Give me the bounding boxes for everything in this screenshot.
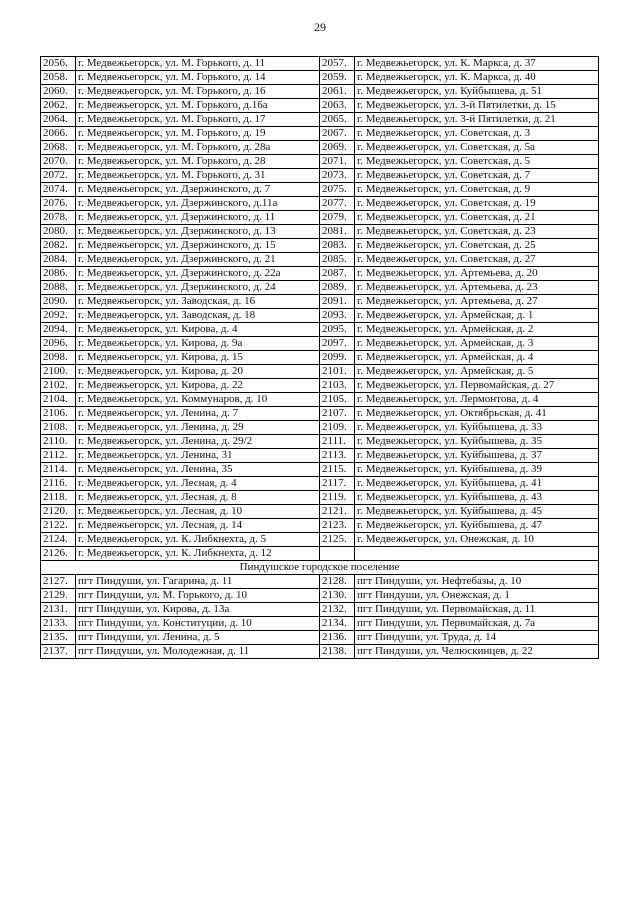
address-right: г. Медвежьегорск, ул. Онежская, д. 10 [355, 533, 599, 547]
table-row [41, 407, 599, 421]
table-row [41, 491, 599, 505]
row-number-left: 2070. [41, 155, 76, 169]
row-number-left: 2072. [41, 169, 76, 183]
row-number-left: 2058. [41, 71, 76, 85]
address-left: г. Медвежьегорск, ул. Ленина, д. 29/2 [76, 435, 320, 449]
row-number-right: 2079. [320, 211, 355, 225]
address-right: г. Медвежьегорск, ул. Советская, д. 5а [355, 141, 599, 155]
table-row [41, 617, 599, 631]
address-right: пгт Пиндуши, ул. Первомайская, д. 7а [355, 617, 599, 631]
address-left: г. Медвежьегорск, ул. Дзержинского, д. 11 [76, 211, 320, 225]
row-number-right: 2057. [320, 57, 355, 71]
table-row [41, 645, 599, 659]
row-number-left: 2118. [41, 491, 76, 505]
row-number-right: 2119. [320, 491, 355, 505]
page-number: 29 [314, 20, 326, 34]
row-number-right: 2101. [320, 365, 355, 379]
address-left: г. Медвежьегорск, ул. Заводская, д. 16 [76, 295, 320, 309]
row-number-left: 2096. [41, 337, 76, 351]
row-number-right: 2065. [320, 113, 355, 127]
address-left: г. Медвежьегорск, ул. Коммунаров, д. 10 [76, 393, 320, 407]
row-number-left: 2135. [41, 631, 76, 645]
address-right: г. Медвежьегорск, ул. Армейская, д. 3 [355, 337, 599, 351]
row-number-right: 2107. [320, 407, 355, 421]
address-right: пгт Пиндуши, ул. Челюскинцев, д. 22 [355, 645, 599, 659]
row-number-left: 2127. [41, 575, 76, 589]
row-number-left: 2104. [41, 393, 76, 407]
address-right: г. Медвежьегорск, ул. Советская, д. 27 [355, 253, 599, 267]
address-right: г. Медвежьегорск, ул. Армейская, д. 1 [355, 309, 599, 323]
address-right: г. Медвежьегорск, ул. 3-й Пятилетки, д. 21 [355, 113, 599, 127]
address-right: г. Медвежьегорск, ул. Советская, д. 23 [355, 225, 599, 239]
address-left: г. Медвежьегорск, ул. Ленина, д. 7 [76, 407, 320, 421]
table-row [41, 351, 599, 365]
address-right: г. Медвежьегорск, ул. Куйбышева, д. 47 [355, 519, 599, 533]
address-right: г. Медвежьегорск, ул. Куйбышева, д. 41 [355, 477, 599, 491]
table-row [41, 169, 599, 183]
row-number-right: 2099. [320, 351, 355, 365]
address-right: г. Медвежьегорск, ул. Советская, д. 9 [355, 183, 599, 197]
address-left: г. Медвежьегорск, ул. Лесная, д. 8 [76, 491, 320, 505]
address-right: г. Медвежьегорск, ул. Советская, д. 21 [355, 211, 599, 225]
row-number-left: 2066. [41, 127, 76, 141]
row-number-left: 2110. [41, 435, 76, 449]
row-number-left: 2112. [41, 449, 76, 463]
table-row [41, 379, 599, 393]
table-row [41, 449, 599, 463]
address-left: г. Медвежьегорск, ул. М. Горького, д. 14 [76, 71, 320, 85]
address-left: г. Медвежьегорск, ул. Дзержинского, д. 7 [76, 183, 320, 197]
address-right: г. Медвежьегорск, ул. Куйбышева, д. 45 [355, 505, 599, 519]
address-right: г. Медвежьегорск, ул. Артемьева, д. 27 [355, 295, 599, 309]
address-right: г. Медвежьегорск, ул. Советская, д. 7 [355, 169, 599, 183]
address-right: г. Медвежьегорск, ул. Армейская, д. 4 [355, 351, 599, 365]
row-number-right: 2063. [320, 99, 355, 113]
row-number-right: 2136. [320, 631, 355, 645]
table-row [41, 337, 599, 351]
address-left: г. Медвежьегорск, ул. М. Горького, д. 16 [76, 85, 320, 99]
table-row [41, 99, 599, 113]
address-right: г. Медвежьегорск, ул. Октябрьская, д. 41 [355, 407, 599, 421]
row-number-right: 2077. [320, 197, 355, 211]
row-number-right: 2121. [320, 505, 355, 519]
address-right: г. Медвежьегорск, ул. Советская, д. 5 [355, 155, 599, 169]
address-left: пгт Пиндуши, ул. М. Горького, д. 10 [76, 589, 320, 603]
table-row [41, 225, 599, 239]
table-row [41, 281, 599, 295]
address-right: пгт Пиндуши, ул. Первомайская, д. 11 [355, 603, 599, 617]
row-number-left: 2116. [41, 477, 76, 491]
row-number-right: 2087. [320, 267, 355, 281]
address-left: г. Медвежьегорск, ул. Кирова, д. 4 [76, 323, 320, 337]
row-number-right: 2095. [320, 323, 355, 337]
address-left: г. Медвежьегорск, ул. Лесная, д. 14 [76, 519, 320, 533]
address-left: г. Медвежьегорск, ул. М. Горького, д. 31 [76, 169, 320, 183]
table-row [41, 575, 599, 589]
address-left: г. Медвежьегорск, ул. Кирова, д. 20 [76, 365, 320, 379]
row-number-right: 2134. [320, 617, 355, 631]
row-number-left: 2131. [41, 603, 76, 617]
table-row [41, 141, 599, 155]
address-left: г. Медвежьегорск, ул. Кирова, д. 15 [76, 351, 320, 365]
address-right: г. Медвежьегорск, ул. Советская, д. 19 [355, 197, 599, 211]
section-title: Пиндушское городское поселение [41, 561, 599, 575]
address-left: г. Медвежьегорск, ул. К. Либкнехта, д. 5 [76, 533, 320, 547]
address-right: г. Медвежьегорск, ул. Куйбышева, д. 51 [355, 85, 599, 99]
address-left: г. Медвежьегорск, ул. Кирова, д. 9а [76, 337, 320, 351]
row-number-right: 2071. [320, 155, 355, 169]
address-left: г. Медвежьегорск, ул. Лесная, д. 10 [76, 505, 320, 519]
row-number-right: 2075. [320, 183, 355, 197]
table-row [41, 631, 599, 645]
address-left: пгт Пиндуши, ул. Молодежная, д. 11 [76, 645, 320, 659]
address-right: г. Медвежьегорск, ул. Советская, д. 25 [355, 239, 599, 253]
address-right: г. Медвежьегорск, ул. Куйбышева, д. 43 [355, 491, 599, 505]
row-number-right: 2115. [320, 463, 355, 477]
row-number-right: 2069. [320, 141, 355, 155]
row-number-right: 2113. [320, 449, 355, 463]
row-number-left: 2129. [41, 589, 76, 603]
table-row [41, 309, 599, 323]
address-right: г. Медвежьегорск, ул. К. Маркса, д. 40 [355, 71, 599, 85]
row-number-right: 2083. [320, 239, 355, 253]
address-left: г. Медвежьегорск, ул. Дзержинского, д. 24 [76, 281, 320, 295]
row-number-right: 2125. [320, 533, 355, 547]
section-row [41, 561, 599, 575]
address-right: г. Медвежьегорск, ул. Куйбышева, д. 33 [355, 421, 599, 435]
table-row [41, 211, 599, 225]
table-row [41, 589, 599, 603]
table-row [41, 57, 599, 71]
row-number-left: 2064. [41, 113, 76, 127]
address-right: пгт Пиндуши, ул. Нефтебазы, д. 10 [355, 575, 599, 589]
address-left: г. Медвежьегорск, ул. Заводская, д. 18 [76, 309, 320, 323]
row-number-left: 2108. [41, 421, 76, 435]
table-row [41, 533, 599, 547]
address-left: г. Медвежьегорск, ул. Ленина, 31 [76, 449, 320, 463]
address-right: г. Медвежьегорск, ул. Первомайская, д. 27 [355, 379, 599, 393]
address-right: г. Медвежьегорск, ул. Артемьева, д. 23 [355, 281, 599, 295]
row-number-left: 2122. [41, 519, 76, 533]
table-row [41, 295, 599, 309]
address-left: г. Медвежьегорск, ул. Ленина, 35 [76, 463, 320, 477]
row-number-left: 2074. [41, 183, 76, 197]
address-left: г. Медвежьегорск, ул. Дзержинского, д. 22а [76, 267, 320, 281]
row-number-left: 2084. [41, 253, 76, 267]
address-right: г. Медвежьегорск, ул. К. Маркса, д. 37 [355, 57, 599, 71]
row-number-right: 2059. [320, 71, 355, 85]
row-number-left: 2114. [41, 463, 76, 477]
row-number-right: 2061. [320, 85, 355, 99]
row-number-left: 2086. [41, 267, 76, 281]
row-number-left: 2090. [41, 295, 76, 309]
table-row [41, 393, 599, 407]
address-right: пгт Пиндуши, ул. Труда, д. 14 [355, 631, 599, 645]
row-number-left: 2098. [41, 351, 76, 365]
row-number-left: 2068. [41, 141, 76, 155]
row-number-left: 2102. [41, 379, 76, 393]
address-left: г. Медвежьегорск, ул. М. Горького, д. 28 [76, 155, 320, 169]
address-left: пгт Пиндуши, ул. Ленина, д. 5 [76, 631, 320, 645]
table-row [41, 183, 599, 197]
row-number-right: 2117. [320, 477, 355, 491]
table-row [41, 519, 599, 533]
row-number-right: 2073. [320, 169, 355, 183]
row-number-left: 2056. [41, 57, 76, 71]
row-number-right: 2132. [320, 603, 355, 617]
row-number-left: 2126. [41, 547, 76, 561]
row-number-left: 2078. [41, 211, 76, 225]
row-number-right: 2089. [320, 281, 355, 295]
row-number-left: 2106. [41, 407, 76, 421]
row-number-right: 2093. [320, 309, 355, 323]
address-left: г. Медвежьегорск, ул. К. Либкнехта, д. 12 [76, 547, 320, 561]
row-number-left: 2100. [41, 365, 76, 379]
address-right: г. Медвежьегорск, ул. Куйбышева, д. 39 [355, 463, 599, 477]
table-row [41, 547, 599, 561]
table-row [41, 323, 599, 337]
row-number-left: 2060. [41, 85, 76, 99]
address-left: г. Медвежьегорск, ул. М. Горького, д. 28а [76, 141, 320, 155]
row-number-left: 2080. [41, 225, 76, 239]
address-left: г. Медвежьегорск, ул. Дзержинского, д.11а [76, 197, 320, 211]
address-right: пгт Пиндуши, ул. Онежская, д. 1 [355, 589, 599, 603]
address-left: пгт Пиндуши, ул. Конституции, д. 10 [76, 617, 320, 631]
table-row [41, 155, 599, 169]
row-number-right: 2130. [320, 589, 355, 603]
row-number-right: 2128. [320, 575, 355, 589]
address-registry-table [40, 56, 599, 659]
table-row [41, 505, 599, 519]
row-number-right [320, 547, 355, 561]
table-row [41, 85, 599, 99]
table-row [41, 113, 599, 127]
table-row [41, 239, 599, 253]
address-left: г. Медвежьегорск, ул. Дзержинского, д. 13 [76, 225, 320, 239]
address-left: г. Медвежьегорск, ул. М. Горького, д. 19 [76, 127, 320, 141]
row-number-left: 2137. [41, 645, 76, 659]
table-row [41, 463, 599, 477]
address-left: г. Медвежьегорск, ул. Кирова, д. 22 [76, 379, 320, 393]
address-right: г. Медвежьегорск, ул. Армейская, д. 2 [355, 323, 599, 337]
address-left: г. Медвежьегорск, ул. Дзержинского, д. 15 [76, 239, 320, 253]
row-number-left: 2120. [41, 505, 76, 519]
row-number-left: 2088. [41, 281, 76, 295]
address-right [355, 547, 599, 561]
registry-body [41, 57, 599, 659]
row-number-left: 2133. [41, 617, 76, 631]
row-number-right: 2081. [320, 225, 355, 239]
table-row [41, 127, 599, 141]
row-number-left: 2082. [41, 239, 76, 253]
row-number-left: 2124. [41, 533, 76, 547]
address-right: г. Медвежьегорск, ул. Куйбышева, д. 37 [355, 449, 599, 463]
row-number-right: 2105. [320, 393, 355, 407]
row-number-right: 2067. [320, 127, 355, 141]
address-left: г. Медвежьегорск, ул. М. Горького, д. 11 [76, 57, 320, 71]
row-number-right: 2097. [320, 337, 355, 351]
address-left: г. Медвежьегорск, ул. Ленина, д. 29 [76, 421, 320, 435]
row-number-right: 2111. [320, 435, 355, 449]
address-right: г. Медвежьегорск, ул. Куйбышева, д. 35 [355, 435, 599, 449]
row-number-right: 2085. [320, 253, 355, 267]
table-row [41, 421, 599, 435]
address-right: г. Медвежьегорск, ул. Советская, д. 3 [355, 127, 599, 141]
row-number-left: 2062. [41, 99, 76, 113]
table-row [41, 477, 599, 491]
row-number-right: 2123. [320, 519, 355, 533]
table-row [41, 197, 599, 211]
address-left: пгт Пиндуши, ул. Кирова, д. 13а [76, 603, 320, 617]
table-row [41, 71, 599, 85]
address-left: пгт Пиндуши, ул. Гагарина, д. 11 [76, 575, 320, 589]
address-left: г. Медвежьегорск, ул. М. Горького, д.16а [76, 99, 320, 113]
address-left: г. Медвежьегорск, ул. М. Горького, д. 17 [76, 113, 320, 127]
address-left: г. Медвежьегорск, ул. Дзержинского, д. 21 [76, 253, 320, 267]
row-number-left: 2076. [41, 197, 76, 211]
table-row [41, 435, 599, 449]
table-row [41, 365, 599, 379]
address-left: г. Медвежьегорск, ул. Лесная, д. 4 [76, 477, 320, 491]
row-number-right: 2103. [320, 379, 355, 393]
row-number-right: 2109. [320, 421, 355, 435]
row-number-left: 2094. [41, 323, 76, 337]
address-right: г. Медвежьегорск, ул. 3-й Пятилетки, д. 15 [355, 99, 599, 113]
row-number-right: 2091. [320, 295, 355, 309]
table-row [41, 253, 599, 267]
address-right: г. Медвежьегорск, ул. Армейская, д. 5 [355, 365, 599, 379]
address-right: г. Медвежьегорск, ул. Артемьева, д. 20 [355, 267, 599, 281]
row-number-left: 2092. [41, 309, 76, 323]
table-row [41, 267, 599, 281]
address-right: г. Медвежьегорск, ул. Лермонтова, д. 4 [355, 393, 599, 407]
table-row [41, 603, 599, 617]
row-number-right: 2138. [320, 645, 355, 659]
